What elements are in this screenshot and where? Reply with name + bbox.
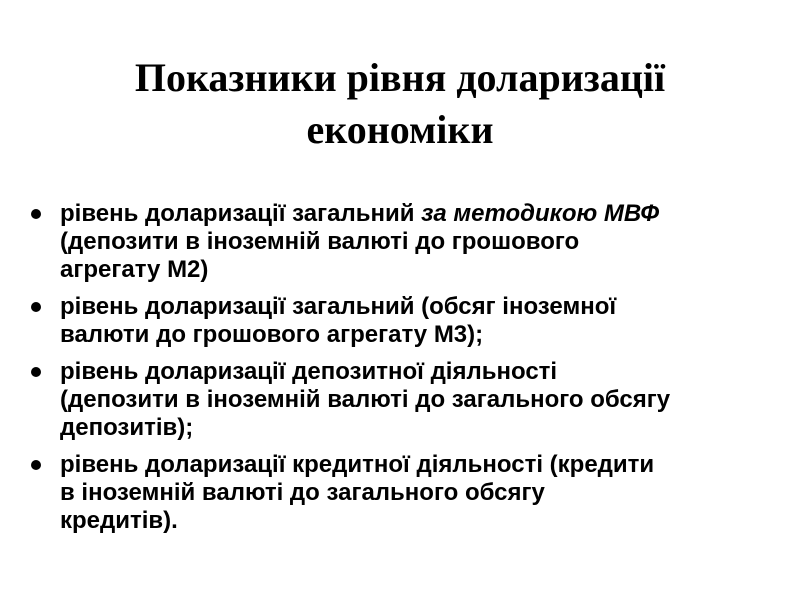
bullet-line: валюти до грошового агрегату М3); bbox=[60, 321, 484, 348]
bullet-icon bbox=[31, 209, 41, 219]
bullet-icon bbox=[31, 302, 41, 312]
bullet-icon bbox=[31, 460, 41, 470]
title-line-1: Показники рівня доларизації bbox=[134, 55, 666, 100]
bullet-line: рівень доларизації депозитної діяльності bbox=[60, 358, 558, 385]
bullet-line: в іноземній валюті до загального обсягу bbox=[60, 479, 545, 506]
bullet-text: рівень доларизації загальний bbox=[60, 200, 422, 227]
bullet-emphasis: за методикою МВФ bbox=[421, 200, 660, 227]
bullet-icon bbox=[31, 367, 41, 377]
slide-title bbox=[40, 52, 760, 156]
title-line-2: економіки bbox=[306, 107, 494, 152]
bullet-line: рівень доларизації кредитної діяльності (кредити bbox=[60, 451, 655, 478]
list-item bbox=[30, 451, 780, 535]
list-item bbox=[30, 293, 780, 349]
bullet-list bbox=[30, 200, 780, 544]
bullet-line: кредитів). bbox=[60, 507, 178, 534]
list-item bbox=[30, 200, 780, 284]
bullet-line bbox=[60, 200, 780, 228]
bullet-line: депозитів); bbox=[60, 414, 194, 441]
bullet-line: (депозити в іноземній валюті до загального обсягу bbox=[60, 386, 671, 413]
bullet-line: рівень доларизації загальний (обсяг іноземної bbox=[60, 293, 617, 320]
bullet-line: агрегату М2) bbox=[60, 256, 209, 283]
list-item bbox=[30, 358, 780, 442]
bullet-line: (депозити в іноземній валюті до грошового bbox=[60, 228, 580, 255]
